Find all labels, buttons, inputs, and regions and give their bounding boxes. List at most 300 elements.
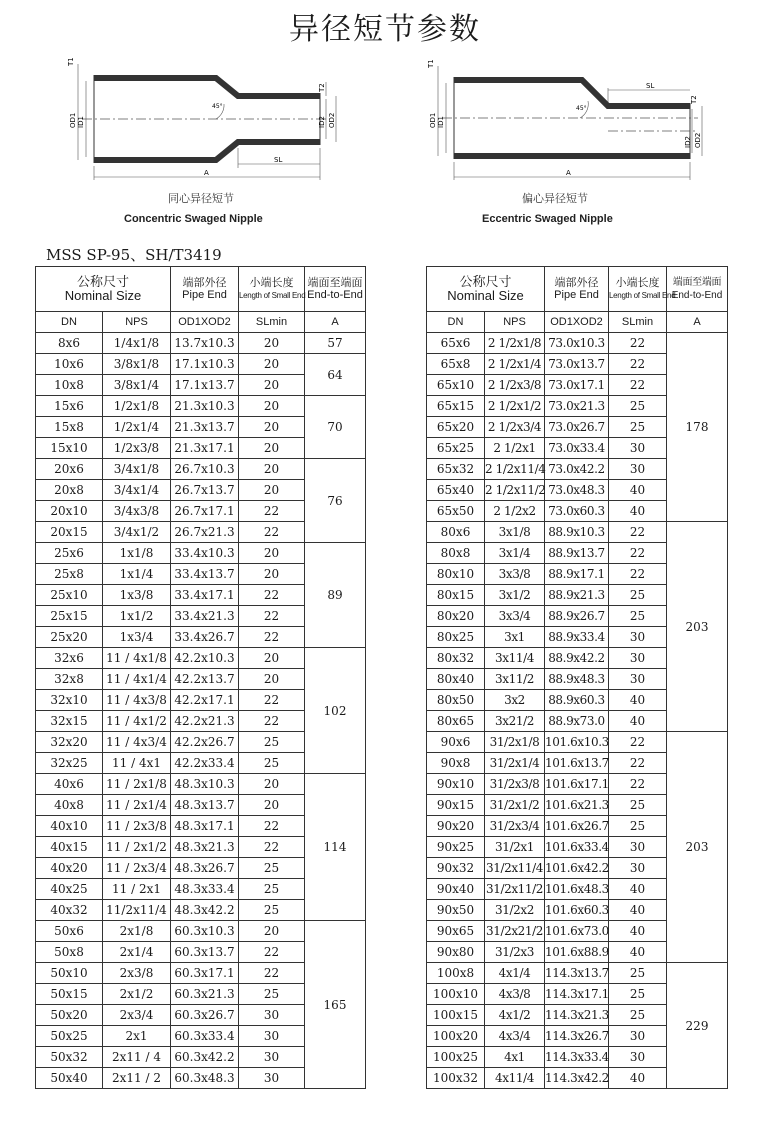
- od-cell: 33.4x10.3: [171, 543, 239, 564]
- dn-cell: 20x10: [36, 501, 103, 522]
- od-cell: 73.0x33.4: [545, 438, 609, 459]
- end-to-end-cell: 102: [305, 648, 366, 774]
- sl-cell: 25: [609, 585, 667, 606]
- a-label: A: [204, 169, 209, 177]
- sl-cell: 20: [239, 375, 305, 396]
- id2-label: ID2: [684, 136, 692, 148]
- sl-cell: 25: [239, 900, 305, 921]
- dn-cell: 32x6: [36, 648, 103, 669]
- nps-cell: 2x1/2: [103, 984, 171, 1005]
- sl-cell: 20: [239, 921, 305, 942]
- sl-label: SL: [646, 82, 655, 90]
- sl-cell: 22: [239, 627, 305, 648]
- end-to-end-cell: 64: [305, 354, 366, 396]
- nps-cell: 11 / 4x3/4: [103, 732, 171, 753]
- sl-cell: 20: [239, 543, 305, 564]
- od-cell: 60.3x42.2: [171, 1047, 239, 1068]
- dn-cell: 100x15: [427, 1005, 485, 1026]
- sl-cell: 22: [239, 711, 305, 732]
- a-header: A: [667, 312, 728, 333]
- dn-cell: 25x20: [36, 627, 103, 648]
- dn-header: DN: [427, 312, 485, 333]
- dn-cell: 20x6: [36, 459, 103, 480]
- sl-cell: 30: [609, 669, 667, 690]
- od-header: OD1XOD2: [171, 312, 239, 333]
- od-cell: 17.1x10.3: [171, 354, 239, 375]
- sl-cell: 25: [609, 396, 667, 417]
- dn-cell: 40x8: [36, 795, 103, 816]
- nps-cell: 3x2: [485, 690, 545, 711]
- od-cell: 73.0x10.3: [545, 333, 609, 354]
- table-row: [36, 543, 366, 564]
- dn-cell: 90x15: [427, 795, 485, 816]
- nps-cell: 3/4x1/4: [103, 480, 171, 501]
- dn-cell: 80x25: [427, 627, 485, 648]
- od-cell: 17.1x13.7: [171, 375, 239, 396]
- od-cell: 26.7x17.1: [171, 501, 239, 522]
- sl-cell: 30: [239, 1068, 305, 1089]
- sl-cell: 22: [609, 753, 667, 774]
- table-row: [36, 354, 366, 375]
- nps-cell: 1/4x1/8: [103, 333, 171, 354]
- nps-cell: 11 / 2x3/4: [103, 858, 171, 879]
- nps-cell: 2x1: [103, 1026, 171, 1047]
- end-to-end-cell: 114: [305, 774, 366, 921]
- sl-label: SL: [274, 156, 283, 164]
- end-to-end-cell: 76: [305, 459, 366, 543]
- sl-cell: 30: [239, 1005, 305, 1026]
- dn-cell: 50x20: [36, 1005, 103, 1026]
- sl-cell: 40: [609, 480, 667, 501]
- nps-cell: 2x1/4: [103, 942, 171, 963]
- od-cell: 73.0x60.3: [545, 501, 609, 522]
- sl-cell: 25: [239, 753, 305, 774]
- od-cell: 114.3x13.7: [545, 963, 609, 984]
- od-cell: 114.3x17.1: [545, 984, 609, 1005]
- od-cell: 88.9x10.3: [545, 522, 609, 543]
- dn-cell: 80x40: [427, 669, 485, 690]
- dn-cell: 40x6: [36, 774, 103, 795]
- od-cell: 88.9x33.4: [545, 627, 609, 648]
- nps-cell: 4x3/8: [485, 984, 545, 1005]
- table-row: [36, 648, 366, 669]
- sl-cell: 22: [609, 354, 667, 375]
- sl-cell: 30: [609, 1047, 667, 1068]
- end-to-end-cell: 178: [667, 333, 728, 522]
- sl-cell: 30: [239, 1026, 305, 1047]
- dn-cell: 50x15: [36, 984, 103, 1005]
- nps-cell: 11 / 4x1/4: [103, 669, 171, 690]
- pipe-end-header: 端部外径 Pipe End: [171, 267, 239, 312]
- sl-header: SLmin: [239, 312, 305, 333]
- dn-cell: 80x8: [427, 543, 485, 564]
- table-row: [427, 963, 728, 984]
- sl-cell: 30: [609, 1026, 667, 1047]
- sl-cell: 25: [609, 795, 667, 816]
- sl-cell: 25: [609, 606, 667, 627]
- nps-cell: 2 1/2x3/8: [485, 375, 545, 396]
- od-cell: 101.6x88.9: [545, 942, 609, 963]
- dn-cell: 32x10: [36, 690, 103, 711]
- dn-cell: 20x15: [36, 522, 103, 543]
- sl-cell: 20: [239, 564, 305, 585]
- sl-cell: 20: [239, 648, 305, 669]
- od-cell: 101.6x21.3: [545, 795, 609, 816]
- table-row: [427, 333, 728, 354]
- od-cell: 101.6x17.1: [545, 774, 609, 795]
- dn-cell: 65x25: [427, 438, 485, 459]
- nps-cell: 2 1/2x11/4: [485, 459, 545, 480]
- od-cell: 88.9x21.3: [545, 585, 609, 606]
- id1-label: ID1: [437, 116, 445, 128]
- dn-cell: 90x80: [427, 942, 485, 963]
- sl-cell: 20: [239, 354, 305, 375]
- dn-cell: 80x10: [427, 564, 485, 585]
- nps-cell: 3x3/4: [485, 606, 545, 627]
- od2-label: OD2: [694, 132, 702, 148]
- nps-cell: 3x11/4: [485, 648, 545, 669]
- nps-cell: 1x1/4: [103, 564, 171, 585]
- nps-cell: 4x3/4: [485, 1026, 545, 1047]
- dn-cell: 10x6: [36, 354, 103, 375]
- od1-label: OD1: [69, 112, 77, 128]
- nps-cell: 3x3/8: [485, 564, 545, 585]
- od-cell: 60.3x13.7: [171, 942, 239, 963]
- nps-cell: 2 1/2x1/2: [485, 396, 545, 417]
- nps-cell: 3x1/4: [485, 543, 545, 564]
- od-cell: 60.3x10.3: [171, 921, 239, 942]
- od-cell: 33.4x13.7: [171, 564, 239, 585]
- sl-cell: 30: [239, 1047, 305, 1068]
- dn-cell: 100x8: [427, 963, 485, 984]
- dn-cell: 25x15: [36, 606, 103, 627]
- nps-cell: 2 1/2x1/4: [485, 354, 545, 375]
- dn-cell: 32x8: [36, 669, 103, 690]
- sl-cell: 30: [609, 648, 667, 669]
- nps-cell: 2 1/2x11/2: [485, 480, 545, 501]
- eccentric-caption-en: Eccentric Swaged Nipple: [482, 213, 613, 225]
- dn-cell: 50x32: [36, 1047, 103, 1068]
- nps-cell: 3x1/2: [485, 585, 545, 606]
- od-cell: 73.0x42.2: [545, 459, 609, 480]
- nps-cell: 11 / 4x1/8: [103, 648, 171, 669]
- od-cell: 88.9x60.3: [545, 690, 609, 711]
- od-cell: 73.0x26.7: [545, 417, 609, 438]
- od-cell: 101.6x60.3: [545, 900, 609, 921]
- nps-cell: 1x3/4: [103, 627, 171, 648]
- sl-cell: 25: [239, 732, 305, 753]
- sl-cell: 20: [239, 333, 305, 354]
- od-cell: 33.4x26.7: [171, 627, 239, 648]
- dn-cell: 90x10: [427, 774, 485, 795]
- od-cell: 21.3x13.7: [171, 417, 239, 438]
- od-cell: 60.3x33.4: [171, 1026, 239, 1047]
- sl-cell: 25: [609, 984, 667, 1005]
- sl-cell: 40: [609, 879, 667, 900]
- nps-cell: 2x1/8: [103, 921, 171, 942]
- dn-cell: 80x65: [427, 711, 485, 732]
- a-label: A: [566, 169, 571, 177]
- dn-cell: 90x25: [427, 837, 485, 858]
- page-title: 异径短节参数: [289, 12, 481, 47]
- dn-cell: 80x20: [427, 606, 485, 627]
- dn-cell: 90x32: [427, 858, 485, 879]
- dn-cell: 90x50: [427, 900, 485, 921]
- od-cell: 26.7x13.7: [171, 480, 239, 501]
- od-cell: 88.9x17.1: [545, 564, 609, 585]
- table-row: [36, 774, 366, 795]
- sl-cell: 20: [239, 795, 305, 816]
- od-cell: 60.3x21.3: [171, 984, 239, 1005]
- end-to-end-cell: 70: [305, 396, 366, 459]
- od-cell: 101.6x73.0: [545, 921, 609, 942]
- dn-cell: 100x10: [427, 984, 485, 1005]
- end-to-end-cell: 57: [305, 333, 366, 354]
- nps-cell: 4x11/4: [485, 1068, 545, 1089]
- od-cell: 114.3x26.7: [545, 1026, 609, 1047]
- nps-cell: 2x3/8: [103, 963, 171, 984]
- od-cell: 42.2x33.4: [171, 753, 239, 774]
- small-end-length-header: 小端长度 Length of Small End: [239, 267, 305, 312]
- table-row: [427, 732, 728, 753]
- sl-cell: 25: [609, 963, 667, 984]
- nps-cell: 11 / 2x1: [103, 879, 171, 900]
- od-cell: 101.6x26.7: [545, 816, 609, 837]
- sl-cell: 30: [609, 858, 667, 879]
- od-header: OD1XOD2: [545, 312, 609, 333]
- od-cell: 42.2x10.3: [171, 648, 239, 669]
- nps-cell: 1x1/2: [103, 606, 171, 627]
- dn-cell: 65x8: [427, 354, 485, 375]
- eccentric-caption-cn: 偏心异径短节: [522, 192, 588, 205]
- od-cell: 60.3x17.1: [171, 963, 239, 984]
- nps-cell: 31/2x1: [485, 837, 545, 858]
- sl-header: SLmin: [609, 312, 667, 333]
- od-cell: 48.3x33.4: [171, 879, 239, 900]
- dn-cell: 65x32: [427, 459, 485, 480]
- od-cell: 101.6x33.4: [545, 837, 609, 858]
- angle-label: 45°: [212, 103, 223, 110]
- nps-cell: 4x1/4: [485, 963, 545, 984]
- sl-cell: 20: [239, 774, 305, 795]
- sl-cell: 22: [239, 963, 305, 984]
- nps-cell: 2 1/2x1: [485, 438, 545, 459]
- sl-cell: 20: [239, 459, 305, 480]
- nps-cell: 31/2x1/8: [485, 732, 545, 753]
- eccentric-nipple-diagram: [427, 56, 705, 186]
- od-cell: 48.3x21.3: [171, 837, 239, 858]
- nps-cell: 1x1/8: [103, 543, 171, 564]
- dn-cell: 32x20: [36, 732, 103, 753]
- nps-cell: 11 / 4x1: [103, 753, 171, 774]
- sl-cell: 22: [609, 774, 667, 795]
- od-cell: 48.3x42.2: [171, 900, 239, 921]
- dn-cell: 90x8: [427, 753, 485, 774]
- od-cell: 33.4x17.1: [171, 585, 239, 606]
- sl-cell: 40: [609, 921, 667, 942]
- od2-label: OD2: [328, 112, 336, 128]
- dn-cell: 65x6: [427, 333, 485, 354]
- dn-cell: 65x50: [427, 501, 485, 522]
- dn-cell: 100x20: [427, 1026, 485, 1047]
- nps-cell: 2x11 / 2: [103, 1068, 171, 1089]
- od-cell: 73.0x17.1: [545, 375, 609, 396]
- end-to-end-cell: 229: [667, 963, 728, 1089]
- od-cell: 26.7x10.3: [171, 459, 239, 480]
- od-cell: 42.2x21.3: [171, 711, 239, 732]
- t2-label: T2: [318, 83, 326, 92]
- sl-cell: 22: [609, 543, 667, 564]
- id1-label: ID1: [77, 116, 85, 128]
- right-spec-table: [426, 266, 728, 1089]
- end-to-end-cell: 203: [667, 522, 728, 732]
- od-cell: 48.3x26.7: [171, 858, 239, 879]
- concentric-caption-en: Concentric Swaged Nipple: [124, 213, 263, 225]
- dn-cell: 90x65: [427, 921, 485, 942]
- dn-cell: 65x20: [427, 417, 485, 438]
- nps-cell: 3/4x3/8: [103, 501, 171, 522]
- sl-cell: 22: [239, 816, 305, 837]
- dn-cell: 20x8: [36, 480, 103, 501]
- od-cell: 73.0x13.7: [545, 354, 609, 375]
- sl-cell: 40: [609, 501, 667, 522]
- od1-label: OD1: [429, 112, 437, 128]
- end-to-end-header: 端面至端面 End-to-End: [305, 267, 366, 312]
- nps-cell: 2 1/2x1/8: [485, 333, 545, 354]
- od-cell: 101.6x48.3: [545, 879, 609, 900]
- dn-cell: 40x10: [36, 816, 103, 837]
- nps-cell: 3x21/2: [485, 711, 545, 732]
- sl-cell: 25: [609, 1005, 667, 1026]
- od-cell: 101.6x42.2: [545, 858, 609, 879]
- dn-cell: 50x10: [36, 963, 103, 984]
- od-cell: 60.3x26.7: [171, 1005, 239, 1026]
- dn-cell: 80x6: [427, 522, 485, 543]
- od-cell: 13.7x10.3: [171, 333, 239, 354]
- nps-cell: 4x1: [485, 1047, 545, 1068]
- table-row: [36, 921, 366, 942]
- nps-cell: 1/2x1/4: [103, 417, 171, 438]
- dn-cell: 40x25: [36, 879, 103, 900]
- t1-label: T1: [67, 57, 75, 66]
- concentric-nipple-diagram: [68, 56, 343, 186]
- sl-cell: 40: [609, 900, 667, 921]
- dn-cell: 32x25: [36, 753, 103, 774]
- nominal-size-header: 公称尺寸 Nominal Size: [36, 267, 171, 312]
- nps-cell: 11 / 2x3/8: [103, 816, 171, 837]
- od-cell: 114.3x21.3: [545, 1005, 609, 1026]
- sl-cell: 22: [609, 732, 667, 753]
- nps-cell: 3/4x1/2: [103, 522, 171, 543]
- nps-cell: 31/2x11/4: [485, 858, 545, 879]
- end-to-end-cell: 203: [667, 732, 728, 963]
- od-cell: 73.0x48.3: [545, 480, 609, 501]
- sl-cell: 20: [239, 417, 305, 438]
- od-cell: 101.6x13.7: [545, 753, 609, 774]
- dn-cell: 25x10: [36, 585, 103, 606]
- nps-cell: 31/2x3/4: [485, 816, 545, 837]
- sl-cell: 30: [609, 438, 667, 459]
- dn-cell: 90x20: [427, 816, 485, 837]
- dn-cell: 50x25: [36, 1026, 103, 1047]
- sl-cell: 25: [609, 816, 667, 837]
- dn-cell: 65x10: [427, 375, 485, 396]
- concentric-caption-cn: 同心异径短节: [168, 192, 234, 205]
- pipe-end-header: 端部外径 Pipe End: [545, 267, 609, 312]
- sl-cell: 25: [609, 417, 667, 438]
- nps-header: NPS: [485, 312, 545, 333]
- od-cell: 48.3x13.7: [171, 795, 239, 816]
- dn-cell: 10x8: [36, 375, 103, 396]
- nps-cell: 3/4x1/8: [103, 459, 171, 480]
- end-to-end-cell: 165: [305, 921, 366, 1089]
- dn-cell: 100x32: [427, 1068, 485, 1089]
- dn-cell: 8x6: [36, 333, 103, 354]
- sl-cell: 22: [239, 585, 305, 606]
- od-cell: 48.3x10.3: [171, 774, 239, 795]
- od-cell: 42.2x13.7: [171, 669, 239, 690]
- od-cell: 114.3x42.2: [545, 1068, 609, 1089]
- nps-header: NPS: [103, 312, 171, 333]
- sl-cell: 20: [239, 396, 305, 417]
- od-cell: 88.9x26.7: [545, 606, 609, 627]
- sl-cell: 40: [609, 942, 667, 963]
- end-to-end-header: 端面至端面 End-to-End: [667, 267, 728, 312]
- nps-cell: 4x1/2: [485, 1005, 545, 1026]
- od-cell: 88.9x48.3: [545, 669, 609, 690]
- nps-cell: 31/2x1/4: [485, 753, 545, 774]
- dn-cell: 15x6: [36, 396, 103, 417]
- dn-cell: 40x20: [36, 858, 103, 879]
- left-spec-table: [35, 266, 366, 1089]
- dn-cell: 80x15: [427, 585, 485, 606]
- nps-cell: 11 / 4x3/8: [103, 690, 171, 711]
- dn-cell: 100x25: [427, 1047, 485, 1068]
- od-cell: 42.2x26.7: [171, 732, 239, 753]
- od-cell: 26.7x21.3: [171, 522, 239, 543]
- sl-cell: 22: [609, 375, 667, 396]
- dn-cell: 65x15: [427, 396, 485, 417]
- angle-label: 45°: [576, 105, 587, 112]
- dn-cell: 50x40: [36, 1068, 103, 1089]
- dn-cell: 90x6: [427, 732, 485, 753]
- od-cell: 33.4x21.3: [171, 606, 239, 627]
- table-row: [36, 333, 366, 354]
- nps-cell: 31/2x11/2: [485, 879, 545, 900]
- nps-cell: 31/2x3/8: [485, 774, 545, 795]
- od-cell: 42.2x17.1: [171, 690, 239, 711]
- od-cell: 88.9x73.0: [545, 711, 609, 732]
- nominal-size-header: 公称尺寸 Nominal Size: [427, 267, 545, 312]
- od-cell: 21.3x10.3: [171, 396, 239, 417]
- sl-cell: 30: [609, 627, 667, 648]
- nps-cell: 2 1/2x3/4: [485, 417, 545, 438]
- table-row: [427, 522, 728, 543]
- nps-cell: 11 / 4x1/2: [103, 711, 171, 732]
- od-cell: 48.3x17.1: [171, 816, 239, 837]
- sl-cell: 25: [239, 879, 305, 900]
- od-cell: 21.3x17.1: [171, 438, 239, 459]
- od-cell: 114.3x33.4: [545, 1047, 609, 1068]
- nps-cell: 31/2x21/2: [485, 921, 545, 942]
- a-header: A: [305, 312, 366, 333]
- dn-cell: 32x15: [36, 711, 103, 732]
- sl-cell: 22: [239, 837, 305, 858]
- nps-cell: 2 1/2x2: [485, 501, 545, 522]
- sl-cell: 40: [609, 690, 667, 711]
- standard-label: MSS SP-95、SH/T3419: [46, 246, 222, 264]
- dn-cell: 15x8: [36, 417, 103, 438]
